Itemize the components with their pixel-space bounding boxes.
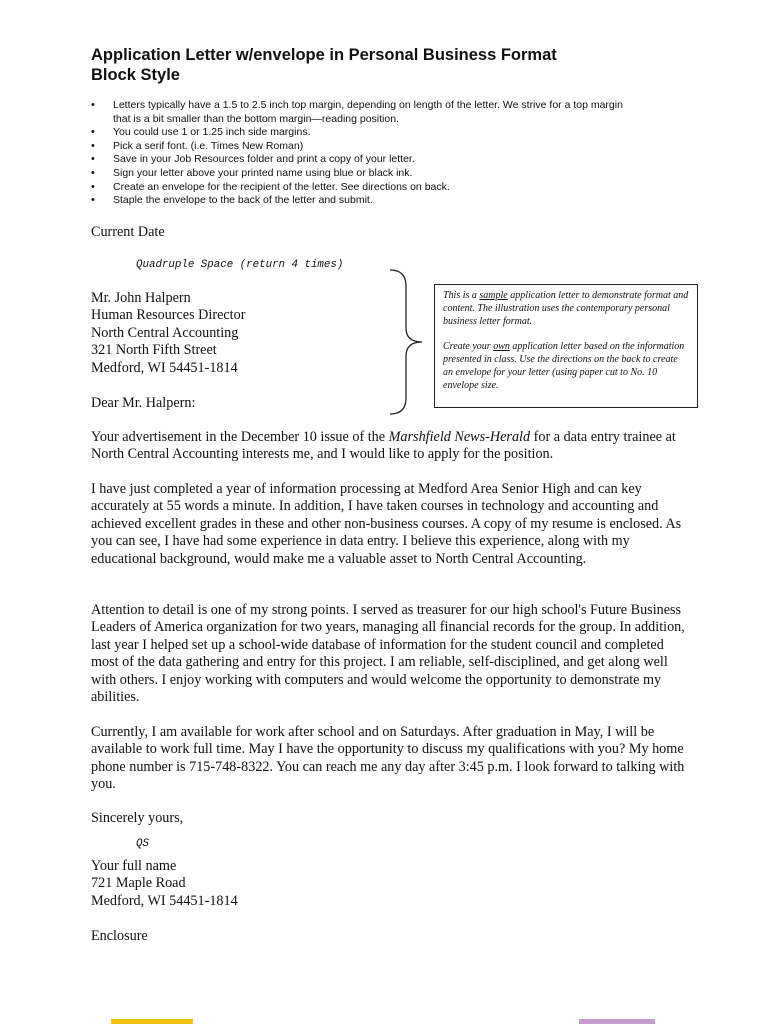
address-line: Human Resources Director bbox=[91, 307, 246, 324]
brace-icon bbox=[388, 268, 428, 416]
bullet-icon: • bbox=[91, 99, 95, 111]
enclosure-notation: Enclosure bbox=[91, 928, 148, 944]
sender-block bbox=[91, 858, 238, 910]
sender-line: Medford, WI 54451-1814 bbox=[91, 892, 238, 909]
bullet-icon: • bbox=[91, 180, 95, 193]
inside-address bbox=[91, 290, 245, 377]
instruction-item: • Create an envelope for the recipient of the letter. See directions on back. bbox=[91, 180, 450, 193]
note-paragraph: This is a sample application letter to demonstrate format and content. The illustration uses the contemporary personal business letter format. bbox=[443, 290, 689, 327]
body-paragraph-4: Currently, I am available for work after school and on Saturdays. After graduation in May, I will be available to work full time. May I have the opportunity to discuss my qualifications with you? My home phone number is 715-748-8322. You can reach me any day after 3:45 p.m. I look forward to talking with you. bbox=[91, 724, 685, 793]
note-paragraph: Create your own application letter based on the information presented in class. Use the directions on the back to create an envelope for your letter (using paper cut to No. 10 envelope size. bbox=[443, 341, 685, 391]
publication-name: Marshfield News-Herald bbox=[388, 429, 531, 445]
address-line: Mr. John Halpern bbox=[91, 290, 191, 306]
bullet-icon: • bbox=[91, 166, 95, 179]
instruction-item: • Letters typically have a 1.5 to 2.5 inch top margin, depending on length of the letter. We strive for a top margin that is a bit smaller than the bottom margin—reading position. bbox=[91, 99, 623, 125]
footer-accent-purple bbox=[579, 1019, 655, 1024]
bullet-icon: • bbox=[91, 153, 95, 166]
closing: Sincerely yours, bbox=[91, 810, 184, 826]
title-line-1: Application Letter w/envelope in Personal Business Format bbox=[91, 46, 557, 64]
letter-date: Current Date bbox=[91, 224, 165, 240]
address-line: 321 North Fifth Street bbox=[91, 342, 217, 359]
note-box bbox=[434, 284, 698, 408]
instruction-item: • Staple the envelope to the back of the letter and submit. bbox=[91, 194, 373, 207]
sender-line: Your full name bbox=[91, 858, 177, 874]
sender-line: 721 Maple Road bbox=[91, 875, 186, 892]
title-line-2: Block Style bbox=[91, 66, 180, 84]
footer-accent-yellow bbox=[111, 1019, 193, 1024]
salutation: Dear Mr. Halpern: bbox=[91, 395, 196, 411]
instruction-item: • Sign your letter above your printed name using blue or black ink. bbox=[91, 166, 413, 179]
document-title bbox=[91, 45, 557, 85]
body-paragraph-2: I have just completed a year of information processing at Medford Area Senior High and can key accurately at 55 words a minute. In addition, I have taken courses in technology and accounting and achieved excellent grades in these and other non-business courses. A copy of my resume is enclosed. As you can see, I have had some experience in data entry. I believe this experience, along with my educational background, would make me a valuable asset to North Central Accounting. bbox=[91, 481, 682, 567]
body-paragraph-3: Attention to detail is one of my strong points. I served as treasurer for our high school's Future Business Leaders of America organization for two years, managing all financial records for the group. In addition, last year I helped set up a school-wide database of information for the student council and completed most of the data gathering and entry for this project. I am reliable, self-disciplined, and get along well with others. I enjoy working with computers and would welcome the opportunity to demonstrate my abilities. bbox=[91, 602, 685, 706]
bullet-icon: • bbox=[91, 126, 95, 139]
bullet-icon: • bbox=[91, 139, 95, 152]
instruction-item: • Save in your Job Resources folder and print a copy of your letter. bbox=[91, 153, 415, 166]
qs-note: QS bbox=[136, 838, 149, 850]
body-paragraph-1: Your advertisement in the December 10 issue of the Marshfield News-Herald for a data entry trainee at North Central Accounting interests me, and I would like to apply for the position. bbox=[91, 429, 676, 463]
instruction-item: • You could use 1 or 1.25 inch side margins. bbox=[91, 126, 311, 139]
instruction-item: • Pick a serif font. (i.e. Times New Roman) bbox=[91, 139, 304, 152]
address-line: North Central Accounting bbox=[91, 324, 239, 341]
bullet-icon: • bbox=[91, 194, 95, 207]
address-line: Medford, WI 54451-1814 bbox=[91, 359, 238, 376]
instruction-list bbox=[91, 99, 691, 208]
spacing-note: Quadruple Space (return 4 times) bbox=[136, 259, 344, 271]
